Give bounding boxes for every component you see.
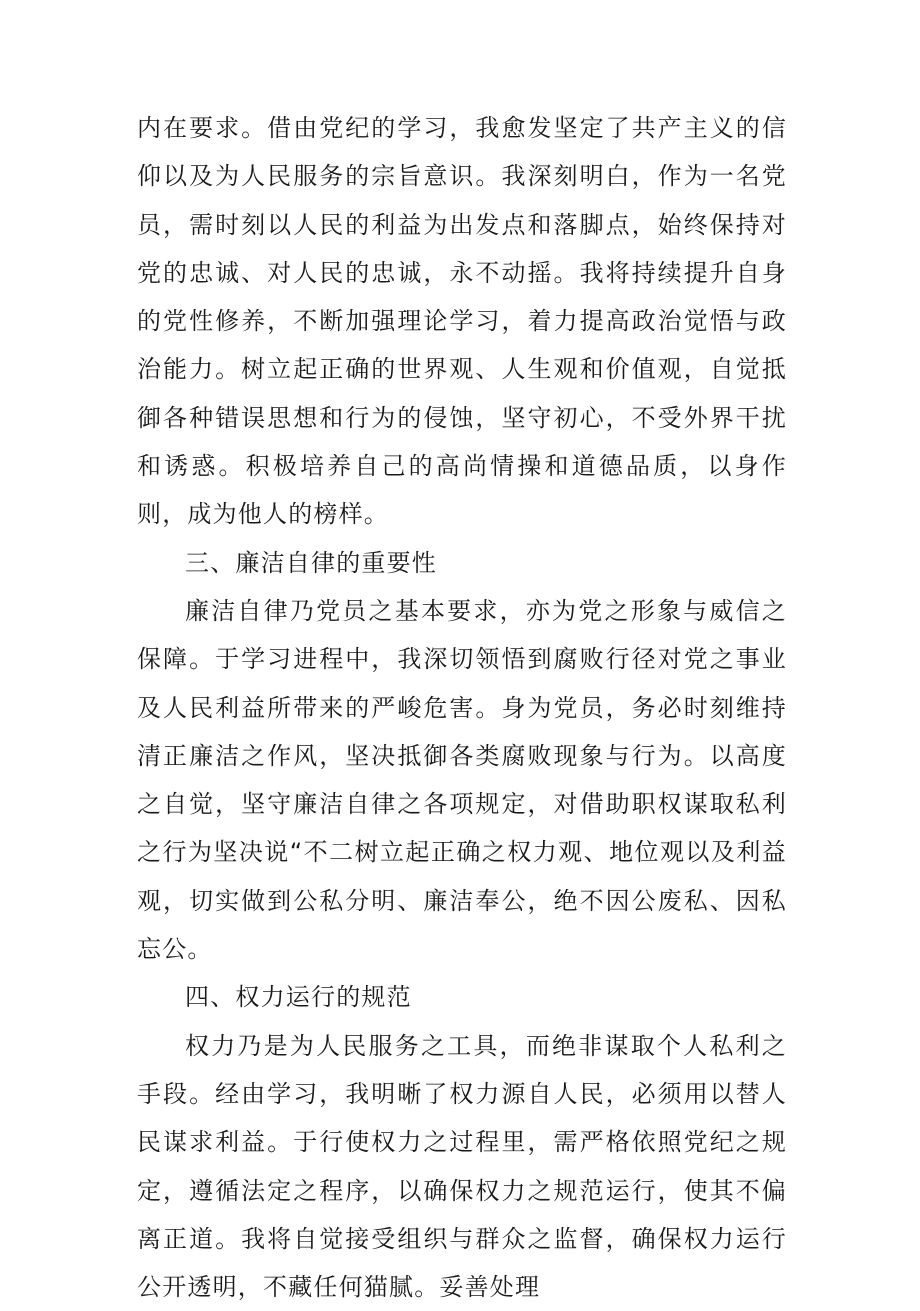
paragraph-section-4: 权力乃是为人民服务之工具，而绝非谋取个人私利之手段。经由学习，我明晰了权力源自人民，必须用以替人民谋求利益。于行使权力之过程里，需严格依照党纪之规定，遵循法定之程序，以确保权力之规范运行，使其不偏离正道。我将自觉接受组织与群众之监督，确保权力运行公开透明，不藏任何猫腻。妥善处理: [137, 1031, 787, 1302]
paragraph-intro: 内在要求。借由党纪的学习，我愈发坚定了共产主义的信仰以及为人民服务的宗旨意识。我深刻明白，作为一名党员，需时刻以人民的利益为出发点和落脚点，始终保持对党的忠诚、对人民的忠诚，永不动摇。我将持续提升自身的党性修养，不断加强理论学习，着力提高政治觉悟与政治能力。树立起正确的世界观、人生观和价值观，自觉抵御各种错误思想和行为的侵蚀，坚守初心，不受外界干扰和诱惑。积极培养自己的高尚情操和道德品质，以身作则，成为他人的榜样。: [137, 114, 787, 529]
section-heading-3: 三、廉洁自律的重要性: [185, 548, 437, 577]
paragraph-section-3: 廉洁自律乃党员之基本要求，亦为党之形象与威信之保障。于学习进程中，我深切领悟到腐败行径对党之事业及人民利益所带来的严峻危害。身为党员，务必时刻维持清正廉洁之作风，坚决抵御各类腐败现象与行为。以高度之自觉，坚守廉洁自律之各项规定，对借助职权谋取私利之行为坚决说“不二树立起正确之权力观、地位观以及利益观，切实做到公私分明、廉洁奉公，绝不因公废私、因私忘公。: [137, 596, 787, 964]
document-body: [137, 104, 787, 1311]
section-heading-4: 四、权力运行的规范: [185, 983, 412, 1012]
